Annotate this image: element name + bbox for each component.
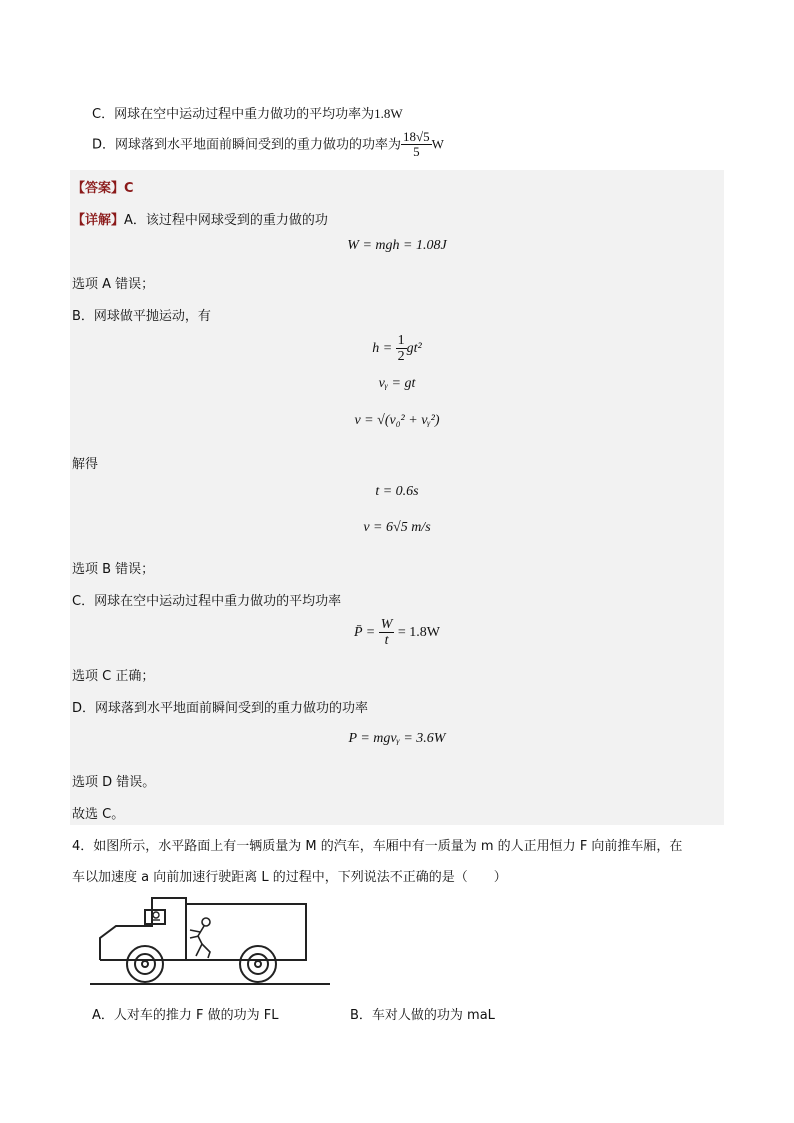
equation-time: t = 0.6s bbox=[375, 484, 419, 499]
detail-d-intro: D．网球落到水平地面前瞬间受到的重力做功的功率 bbox=[72, 701, 369, 716]
equation-velocity-result: v = 6√5 m/s bbox=[363, 520, 431, 535]
detail-a-result: 选项 A 错误； bbox=[72, 277, 155, 292]
detail-d-result: 选项 D 错误。 bbox=[72, 775, 156, 790]
question4-line2: 车以加速度 a 向前加速行驶距离 L 的过程中，下列说法不正确的是（ ） bbox=[72, 870, 507, 885]
driver bbox=[152, 912, 160, 920]
detail-c-intro: C．网球在空中运动过程中重力做功的平均功率 bbox=[72, 594, 342, 609]
option-d-top: D．网球落到水平地面前瞬间受到的重力做功的功率为 $\frac{18√5}{5}$ W bbox=[92, 129, 444, 160]
person-pushing bbox=[190, 918, 210, 958]
answer-line: 【答案】C bbox=[72, 181, 134, 196]
equation-average-power: P̄ = $\frac{W}{t}$ = 1.8W bbox=[353, 617, 441, 649]
truck-illustration bbox=[90, 892, 335, 988]
question4-option-b: B．车对人做的功为 maL bbox=[350, 1008, 495, 1023]
detail-b-intro: B．网球做平抛运动，有 bbox=[72, 309, 211, 324]
equation-instant-power: P = mgvᵧ = 3.6W bbox=[348, 731, 446, 746]
detail-conclusion: 故选 C。 bbox=[72, 807, 125, 822]
detail-c-result: 选项 C 正确； bbox=[72, 669, 155, 684]
front-wheel bbox=[127, 946, 163, 982]
equation-height: h = $\frac{1}{2}$ gt² bbox=[372, 333, 422, 365]
option-c-top: C．网球在空中运动过程中重力做功的平均功率为1.8W bbox=[92, 106, 403, 122]
equation-work: W = mgh = 1.08J bbox=[347, 238, 447, 253]
truck-cab bbox=[100, 898, 186, 960]
rear-wheel bbox=[240, 946, 276, 982]
question4-line1: 4．如图所示，水平路面上有一辆质量为 M 的汽车，车厢中有一质量为 m 的人正用恒力 F 向前推车厢，在 bbox=[72, 839, 683, 854]
detail-a-intro: 【详解】A．该过程中网球受到的重力做的功 bbox=[72, 213, 328, 228]
fraction-18root5-over-5: $\frac{18√5}{5}$ bbox=[403, 129, 430, 160]
equation-vy: vᵧ = gt bbox=[378, 376, 416, 391]
detail-b-result: 选项 B 错误； bbox=[72, 562, 155, 577]
question4-option-a: A．人对车的推力 F 做的功为 FL bbox=[92, 1008, 279, 1023]
equation-velocity: v = √(v₀² + vᵧ²) bbox=[354, 413, 440, 428]
detail-solve: 解得 bbox=[72, 457, 99, 472]
